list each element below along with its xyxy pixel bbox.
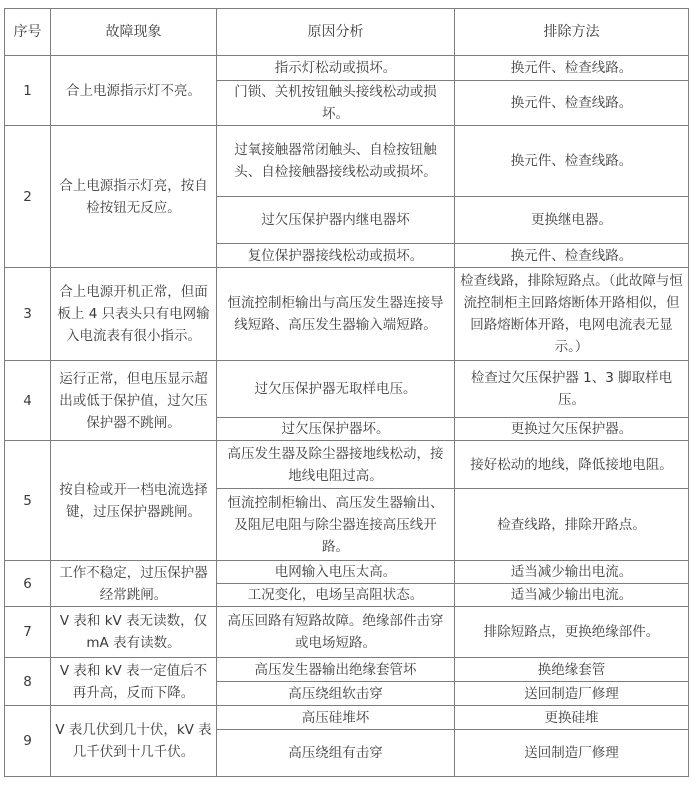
- header-no: 序号: [5, 9, 51, 56]
- cause-cell: 过欠压保护器内继电器坏: [217, 197, 455, 244]
- header-symptom: 故障现象: [51, 9, 217, 56]
- symptom-cell: 合上电源指示灯不亮。: [51, 56, 217, 126]
- cause-cell: 工况变化，电场呈高阻状态。: [217, 584, 455, 607]
- row-number: 7: [5, 607, 51, 658]
- fix-cell: 接好松动的地线，降低接地电阻。: [455, 441, 689, 489]
- cause-cell: 电网输入电压太高。: [217, 561, 455, 584]
- table-row: [5, 706, 689, 730]
- symptom-cell: 按自检或开一档电流选择键，过压保护器跳闸。: [51, 441, 217, 561]
- table-row: [5, 607, 689, 658]
- cause-cell: 过氧接触器常闭触头、自检按钮触头、自检接触器接线松动或损坏。: [217, 126, 455, 197]
- fault-table: [4, 8, 689, 777]
- table-row: [5, 658, 689, 682]
- row-number: 1: [5, 56, 51, 126]
- fix-cell: 换元件、检查线路。: [455, 56, 689, 81]
- fix-cell: 更换继电器。: [455, 197, 689, 244]
- header-cause: 原因分析: [217, 9, 455, 56]
- row-number: 4: [5, 361, 51, 441]
- table-row: [5, 268, 689, 361]
- cause-cell: 高压硅堆坏: [217, 706, 455, 730]
- fix-cell: 换元件、检查线路。: [455, 81, 689, 126]
- fix-cell: 送回制造厂修理: [455, 682, 689, 706]
- cause-cell: 高压发生器输出绝缘套管坏: [217, 658, 455, 682]
- cause-cell: 门锁、关机按钮触头接线松动或损坏。: [217, 81, 455, 126]
- cause-cell: 复位保护器接线松动或损坏。: [217, 244, 455, 268]
- header-row: [5, 9, 689, 56]
- fix-cell: 检查过欠压保护器 1、3 脚取样电压。: [455, 361, 689, 418]
- cause-cell: 指示灯松动或损坏。: [217, 56, 455, 81]
- symptom-cell: V 表和 kV 表无读数，仅 mA 表有读数。: [51, 607, 217, 658]
- table-row: [5, 441, 689, 489]
- fix-cell: 检查线路，排除短路点。（此故障与恒流控制柜主回路熔断体开路相似，但回路熔断体开路，电网电流表无显示。）: [455, 268, 689, 361]
- fix-cell: 送回制造厂修理: [455, 730, 689, 777]
- table-row: [5, 126, 689, 197]
- table-row: [5, 56, 689, 81]
- symptom-cell: 合上电源指示灯亮，按自检按钮无反应。: [51, 126, 217, 268]
- fix-cell: 适当减少输出电流。: [455, 561, 689, 584]
- cause-cell: 过欠压保护器无取样电压。: [217, 361, 455, 418]
- row-number: 6: [5, 561, 51, 607]
- symptom-cell: 工作不稳定，过压保护器经常跳闸。: [51, 561, 217, 607]
- cause-cell: 过欠压保护器坏。: [217, 418, 455, 441]
- row-number: 2: [5, 126, 51, 268]
- fix-cell: 换元件、检查线路。: [455, 244, 689, 268]
- symptom-cell: V 表几伏到几十伏，kV 表几千伏到十几千伏。: [51, 706, 217, 777]
- row-number: 9: [5, 706, 51, 777]
- symptom-cell: 运行正常，但电压显示超出或低于保护值，过欠压保护器不跳闸。: [51, 361, 217, 441]
- cause-cell: 高压绕组有击穿: [217, 730, 455, 777]
- cause-cell: 恒流控制柜输出与高压发生器连接导线短路、高压发生器输入端短路。: [217, 268, 455, 361]
- table-row: [5, 561, 689, 584]
- row-number: 5: [5, 441, 51, 561]
- row-number: 3: [5, 268, 51, 361]
- cause-cell: 高压回路有短路故障。绝缘部件击穿或电场短路。: [217, 607, 455, 658]
- header-fix: 排除方法: [455, 9, 689, 56]
- symptom-cell: 合上电源开机正常，但面板上 4 只表头只有电网输入电流表有很小指示。: [51, 268, 217, 361]
- fix-cell: 检查线路，排除开路点。: [455, 489, 689, 561]
- cause-cell: 恒流控制柜输出、高压发生器输出、及阻尼电阻与除尘器连接高压线开路。: [217, 489, 455, 561]
- symptom-cell: V 表和 kV 表一定值后不再升高，反而下降。: [51, 658, 217, 706]
- fix-cell: 适当减少输出电流。: [455, 584, 689, 607]
- fix-cell: 更换硅堆: [455, 706, 689, 730]
- fix-cell: 更换过欠压保护器。: [455, 418, 689, 441]
- row-number: 8: [5, 658, 51, 706]
- table-row: [5, 361, 689, 418]
- fix-cell: 排除短路点，更换绝缘部件。: [455, 607, 689, 658]
- cause-cell: 高压绕组软击穿: [217, 682, 455, 706]
- fix-cell: 换绝缘套管: [455, 658, 689, 682]
- fix-cell: 换元件、检查线路。: [455, 126, 689, 197]
- cause-cell: 高压发生器及除尘器接地线松动，接地线电阻过高。: [217, 441, 455, 489]
